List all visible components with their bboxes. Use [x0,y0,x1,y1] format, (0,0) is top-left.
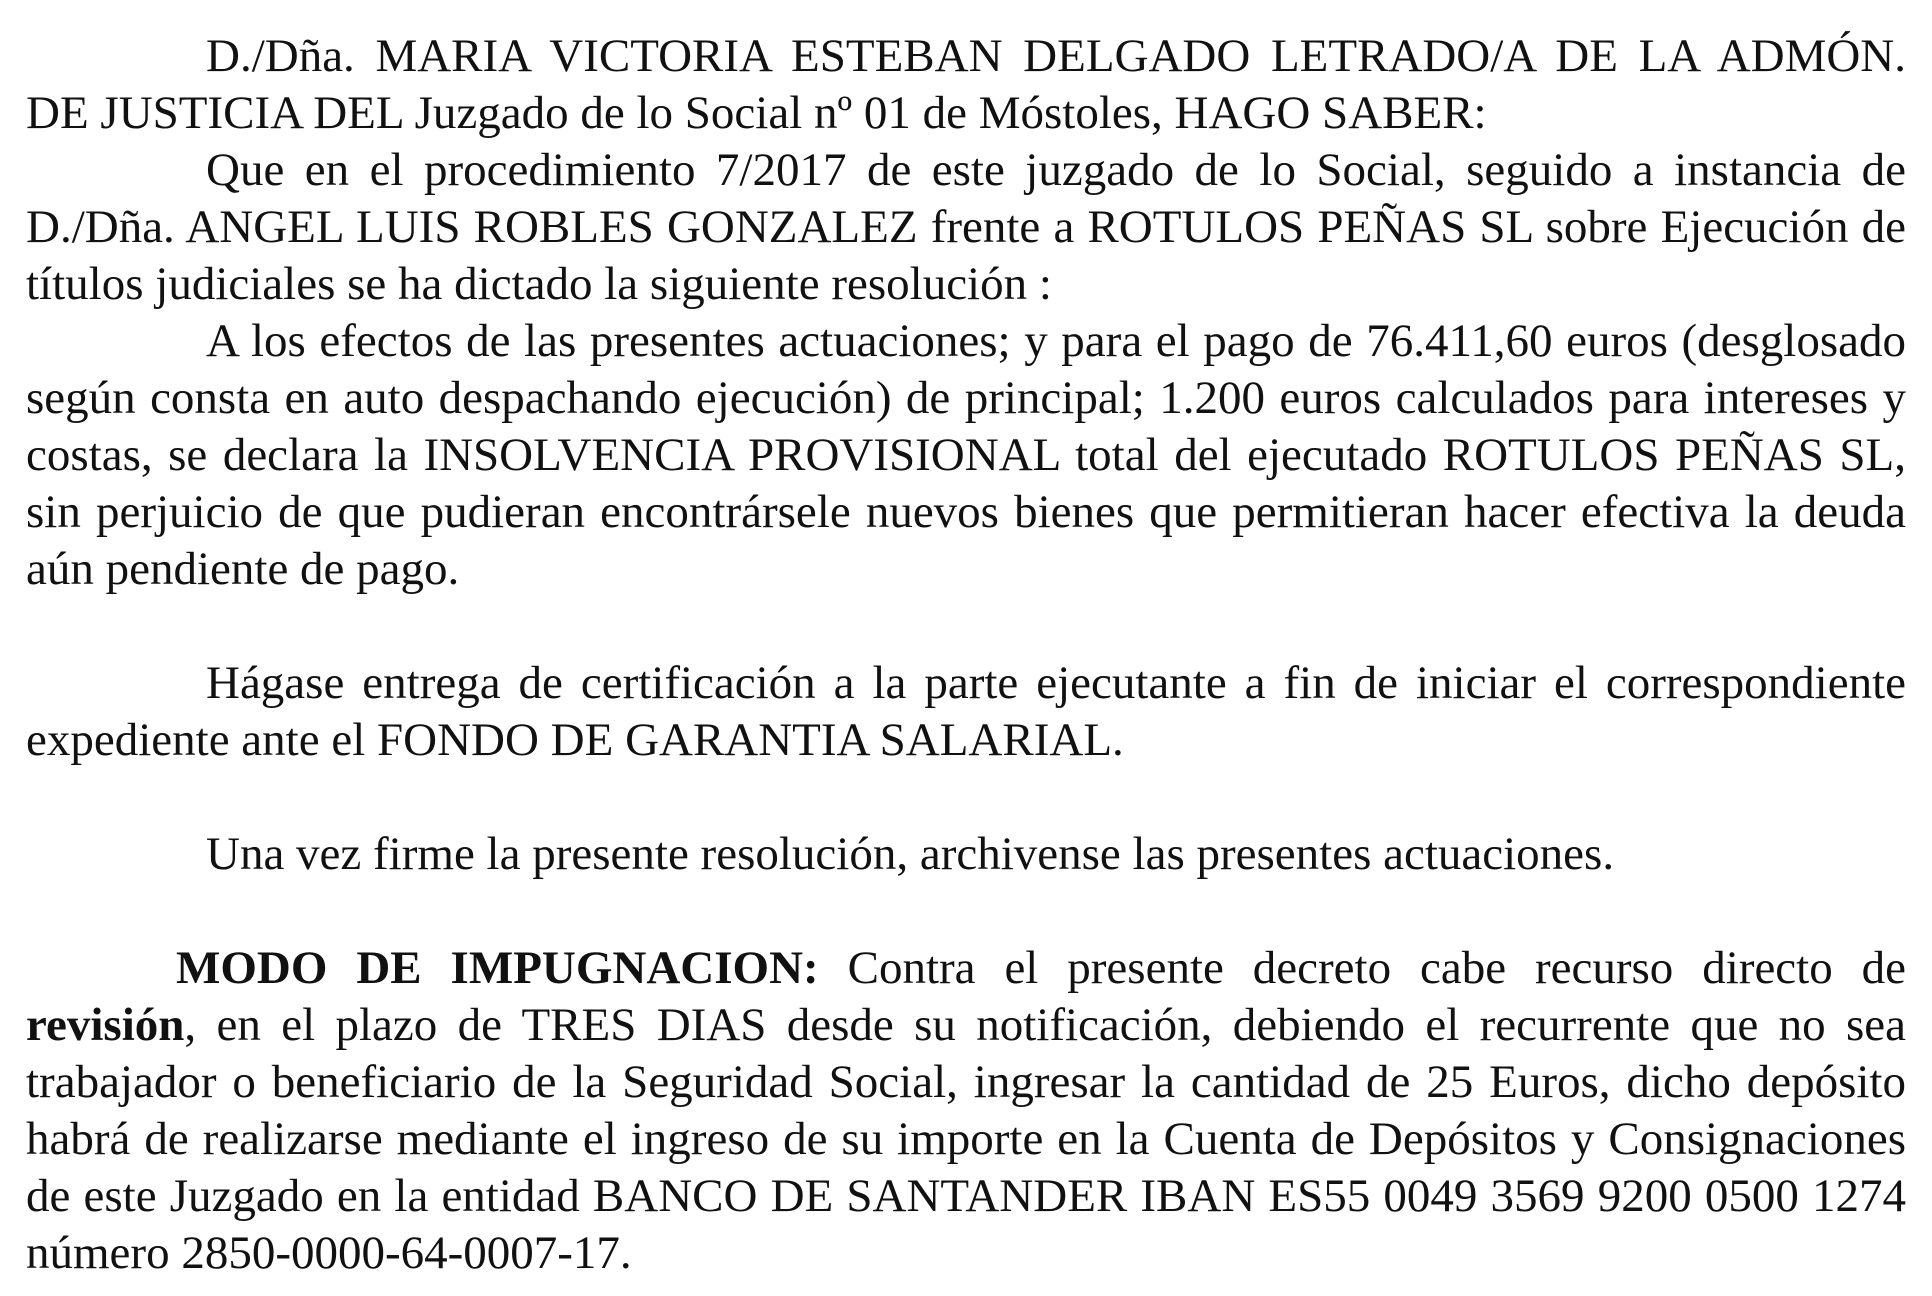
revision-word: revisión [26,999,185,1051]
paragraph-heading-notice: D./Dña. MARIA VICTORIA ESTEBAN DELGADO LETRADO/A DE LA ADMÓN. DE JUSTICIA DEL Juzgado de lo Social nº 01 de Móstoles, HAGO SABER: [26,30,1906,139]
impugnation-text-a: Contra el presente decreto cabe recurso directo de [818,942,1906,994]
impugnation-text-b: , en el plazo de TRES DIAS desde su notificación, debiendo el recurrente que no sea trabajador o beneficiario de la Seguridad Social, ingresar la cantidad de 25 Euros, dicho depósito habrá de realizarse mediante el ingreso de su importe en la Cuenta de Depósitos y Consignaciones de este Juzgado en la entidad BANCO DE SANTANDER IBAN ES55 0049 3569 9200 0500 1274 número 2850-0000-64-0007-17. [26,999,1906,1279]
paragraph-certification: Hágase entrega de certificación a la parte ejecutante a fin de iniciar el correspondiente expediente ante el FONDO DE GARANTIA SALARIAL. [26,657,1906,766]
paragraph-insolvency: A los efectos de las presentes actuaciones; y para el pago de 76.411,60 euros (desglosado según consta en auto despachando ejecución) de principal; 1.200 euros calculados para intereses y costas, se declara la INSOLVENCIA PROVISIONAL total del ejecutado ROTULOS PEÑAS SL, sin perjuicio de que pudieran encontrársele nuevos bienes que permitieran hacer efectiva la deuda aún pendiente de pago. [26,315,1906,595]
impugnation-heading: MODO DE IMPUGNACION: [176,942,819,994]
paragraph-procedure: Que en el procedimiento 7/2017 de este juzgado de lo Social, seguido a instancia de D./Dña. ANGEL LUIS ROBLES GONZALEZ frente a ROTULOS PEÑAS SL sobre Ejecución de títulos judiciales se ha dictado la siguiente resolución : [26,144,1906,310]
document-page [26,28,1906,1282]
paragraph-impugnation [26,940,1906,1282]
paragraph-archive: Una vez firme la presente resolución, archivense las presentes actuaciones. [206,828,1615,880]
